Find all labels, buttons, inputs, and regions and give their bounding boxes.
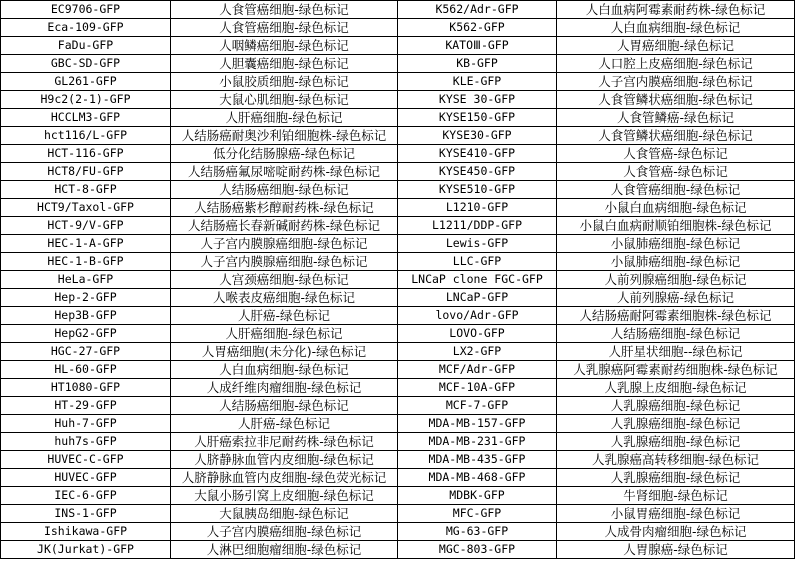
right-cell-line-description: 人肝星状细胞--绿色标记 (557, 343, 795, 361)
left-cell-line-description: 人肝癌-绿色标记 (171, 415, 398, 433)
table-row (1, 73, 795, 91)
table-row (1, 433, 795, 451)
left-cell-line-description: 大鼠小肠引窝上皮细胞-绿色标记 (171, 487, 398, 505)
left-cell-line-description: 人食管癌细胞-绿色标记 (171, 1, 398, 19)
left-cell-line-code: HeLa-GFP (1, 271, 171, 289)
right-cell-line-description: 人食管鳞状癌细胞-绿色标记 (557, 91, 795, 109)
right-cell-line-description: 人乳腺癌细胞-绿色标记 (557, 397, 795, 415)
right-cell-line-description: 人乳腺癌细胞-绿色标记 (557, 469, 795, 487)
right-cell-line-description: 人前列腺癌-绿色标记 (557, 289, 795, 307)
right-cell-line-description: 人食管鳞癌-绿色标记 (557, 109, 795, 127)
right-cell-line-description: 人前列腺癌细胞-绿色标记 (557, 271, 795, 289)
right-cell-line-code: K562/Adr-GFP (398, 1, 557, 19)
left-cell-line-description: 人肝癌索拉非尼耐药株-绿色标记 (171, 433, 398, 451)
right-cell-line-description: 人白血病阿霉素耐药株-绿色标记 (557, 1, 795, 19)
left-cell-line-code: HCT-9/V-GFP (1, 217, 171, 235)
right-cell-line-description: 人食管癌-绿色标记 (557, 145, 795, 163)
table-row (1, 109, 795, 127)
left-cell-line-description: 大鼠胰岛细胞-绿色标记 (171, 505, 398, 523)
left-cell-line-code: HEC-1-A-GFP (1, 235, 171, 253)
right-cell-line-code: MGC-803-GFP (398, 541, 557, 559)
left-cell-line-description: 人食管癌细胞-绿色标记 (171, 19, 398, 37)
table-row (1, 505, 795, 523)
table-row (1, 307, 795, 325)
table-row (1, 343, 795, 361)
right-cell-line-code: KLE-GFP (398, 73, 557, 91)
table-row (1, 55, 795, 73)
table-row (1, 127, 795, 145)
table-row (1, 271, 795, 289)
right-cell-line-description: 小鼠肺癌细胞-绿色标记 (557, 253, 795, 271)
right-cell-line-code: MDBK-GFP (398, 487, 557, 505)
right-cell-line-description: 人口腔上皮癌细胞-绿色标记 (557, 55, 795, 73)
table-row (1, 19, 795, 37)
right-cell-line-code: LNCaP-GFP (398, 289, 557, 307)
table-row (1, 325, 795, 343)
table-row (1, 415, 795, 433)
left-cell-line-description: 人子宫内膜腺癌细胞-绿色标记 (171, 253, 398, 271)
right-cell-line-description: 人胃腺癌-绿色标记 (557, 541, 795, 559)
left-cell-line-code: HL-60-GFP (1, 361, 171, 379)
left-cell-line-code: HCT-8-GFP (1, 181, 171, 199)
right-cell-line-description: 人乳腺上皮细胞-绿色标记 (557, 379, 795, 397)
right-cell-line-code: MCF-7-GFP (398, 397, 557, 415)
table-row (1, 91, 795, 109)
left-cell-line-code: HCT8/FU-GFP (1, 163, 171, 181)
right-cell-line-code: KYSE510-GFP (398, 181, 557, 199)
left-cell-line-description: 人子宫内膜腺癌细胞-绿色标记 (171, 235, 398, 253)
right-cell-line-description: 人结肠癌细胞-绿色标记 (557, 325, 795, 343)
right-cell-line-description: 人乳腺癌阿霉素耐药细胞株-绿色标记 (557, 361, 795, 379)
right-cell-line-code: MFC-GFP (398, 505, 557, 523)
left-cell-line-description: 人喉表皮癌细胞-绿色标记 (171, 289, 398, 307)
left-cell-line-description: 人白血病细胞-绿色标记 (171, 361, 398, 379)
right-cell-line-description: 人食管癌-绿色标记 (557, 163, 795, 181)
right-cell-line-description: 人结肠癌耐阿霉素细胞株-绿色标记 (557, 307, 795, 325)
right-cell-line-code: LLC-GFP (398, 253, 557, 271)
left-cell-line-description: 大鼠心肌细胞-绿色标记 (171, 91, 398, 109)
right-cell-line-code: MDA-MB-157-GFP (398, 415, 557, 433)
right-cell-line-code: MCF/Adr-GFP (398, 361, 557, 379)
right-cell-line-code: lovo/Adr-GFP (398, 307, 557, 325)
left-cell-line-code: Ishikawa-GFP (1, 523, 171, 541)
table-row (1, 253, 795, 271)
left-cell-line-code: GBC-SD-GFP (1, 55, 171, 73)
left-cell-line-description: 人结肠癌氟尿嘧啶耐药株-绿色标记 (171, 163, 398, 181)
right-cell-line-description: 小鼠白血病细胞-绿色标记 (557, 199, 795, 217)
table-row (1, 235, 795, 253)
left-cell-line-code: hct116/L-GFP (1, 127, 171, 145)
right-cell-line-code: MDA-MB-435-GFP (398, 451, 557, 469)
table-row (1, 361, 795, 379)
right-cell-line-code: K562-GFP (398, 19, 557, 37)
left-cell-line-code: FaDu-GFP (1, 37, 171, 55)
left-cell-line-description: 人淋巴细胞瘤细胞-绿色标记 (171, 541, 398, 559)
right-cell-line-description: 人胃癌细胞-绿色标记 (557, 37, 795, 55)
table-row (1, 487, 795, 505)
left-cell-line-description: 小鼠胶质细胞-绿色标记 (171, 73, 398, 91)
left-cell-line-description: 人肝癌细胞-绿色标记 (171, 109, 398, 127)
left-cell-line-description: 低分化结肠腺癌-绿色标记 (171, 145, 398, 163)
right-cell-line-code: KYSE150-GFP (398, 109, 557, 127)
left-cell-line-code: INS-1-GFP (1, 505, 171, 523)
left-cell-line-code: huh7s-GFP (1, 433, 171, 451)
left-cell-line-description: 人宫颈癌细胞-绿色标记 (171, 271, 398, 289)
left-cell-line-code: Hep-2-GFP (1, 289, 171, 307)
left-cell-line-description: 人结肠癌细胞-绿色标记 (171, 397, 398, 415)
right-cell-line-description: 小鼠白血病耐顺铂细胞株-绿色标记 (557, 217, 795, 235)
left-cell-line-code: HCCLM3-GFP (1, 109, 171, 127)
right-cell-line-code: KYSE410-GFP (398, 145, 557, 163)
right-cell-line-code: LNCaP clone FGC-GFP (398, 271, 557, 289)
right-cell-line-code: KYSE30-GFP (398, 127, 557, 145)
left-cell-line-description: 人子宫内膜癌细胞-绿色标记 (171, 523, 398, 541)
left-cell-line-description: 人脐静脉血管内皮细胞-绿色标记 (171, 451, 398, 469)
right-cell-line-description: 人子宫内膜癌细胞-绿色标记 (557, 73, 795, 91)
table-row (1, 289, 795, 307)
left-cell-line-code: H9c2(2-1)-GFP (1, 91, 171, 109)
left-cell-line-code: EC9706-GFP (1, 1, 171, 19)
right-cell-line-description: 小鼠肺癌细胞-绿色标记 (557, 235, 795, 253)
right-cell-line-code: MDA-MB-231-GFP (398, 433, 557, 451)
right-cell-line-code: LOVO-GFP (398, 325, 557, 343)
table-row (1, 37, 795, 55)
right-cell-line-description: 人乳腺癌高转移细胞-绿色标记 (557, 451, 795, 469)
left-cell-line-description: 人成纤维肉瘤细胞-绿色标记 (171, 379, 398, 397)
left-cell-line-description: 人胆囊癌细胞-绿色标记 (171, 55, 398, 73)
table-row (1, 1, 795, 19)
left-cell-line-code: GL261-GFP (1, 73, 171, 91)
table-row (1, 523, 795, 541)
left-cell-line-code: HUVEC-C-GFP (1, 451, 171, 469)
right-cell-line-description: 人乳腺癌细胞-绿色标记 (557, 433, 795, 451)
right-cell-line-code: MCF-10A-GFP (398, 379, 557, 397)
right-cell-line-description: 人乳腺癌细胞-绿色标记 (557, 415, 795, 433)
right-cell-line-code: MG-63-GFP (398, 523, 557, 541)
table-row (1, 181, 795, 199)
left-cell-line-code: HCT-116-GFP (1, 145, 171, 163)
right-cell-line-description: 人食管癌细胞-绿色标记 (557, 181, 795, 199)
left-cell-line-code: HepG2-GFP (1, 325, 171, 343)
left-cell-line-description: 人结肠癌耐奥沙利铂细胞株-绿色标记 (171, 127, 398, 145)
left-cell-line-description: 人咽鳞癌细胞-绿色标记 (171, 37, 398, 55)
left-cell-line-code: HGC-27-GFP (1, 343, 171, 361)
right-cell-line-description: 小鼠胃癌细胞-绿色标记 (557, 505, 795, 523)
left-cell-line-description: 人结肠癌紫杉醇耐药株-绿色标记 (171, 199, 398, 217)
table-body (1, 1, 795, 559)
right-cell-line-code: KYSE 30-GFP (398, 91, 557, 109)
left-cell-line-description: 人结肠癌细胞-绿色标记 (171, 181, 398, 199)
left-cell-line-description: 人脐静脉血管内皮细胞-绿色荧光标记 (171, 469, 398, 487)
left-cell-line-description: 人结肠癌长春新碱耐药株-绿色标记 (171, 217, 398, 235)
left-cell-line-code: Hep3B-GFP (1, 307, 171, 325)
right-cell-line-description: 人成骨肉瘤细胞-绿色标记 (557, 523, 795, 541)
right-cell-line-description: 人食管鳞状癌细胞-绿色标记 (557, 127, 795, 145)
left-cell-line-description: 人肝癌-绿色标记 (171, 307, 398, 325)
table-row (1, 541, 795, 559)
right-cell-line-code: MDA-MB-468-GFP (398, 469, 557, 487)
left-cell-line-code: JK(Jurkat)-GFP (1, 541, 171, 559)
table-row (1, 217, 795, 235)
left-cell-line-description: 人胃癌细胞(未分化)-绿色标记 (171, 343, 398, 361)
right-cell-line-description: 牛肾细胞-绿色标记 (557, 487, 795, 505)
table-row (1, 469, 795, 487)
right-cell-line-code: KATOⅢ-GFP (398, 37, 557, 55)
table-row (1, 199, 795, 217)
right-cell-line-description: 人白血病细胞-绿色标记 (557, 19, 795, 37)
right-cell-line-code: KB-GFP (398, 55, 557, 73)
left-cell-line-code: HT-29-GFP (1, 397, 171, 415)
left-cell-line-code: HUVEC-GFP (1, 469, 171, 487)
left-cell-line-description: 人肝癌细胞-绿色标记 (171, 325, 398, 343)
left-cell-line-code: HCT9/Taxol-GFP (1, 199, 171, 217)
left-cell-line-code: Eca-109-GFP (1, 19, 171, 37)
right-cell-line-code: KYSE450-GFP (398, 163, 557, 181)
right-cell-line-code: LX2-GFP (398, 343, 557, 361)
left-cell-line-code: IEC-6-GFP (1, 487, 171, 505)
table-row (1, 145, 795, 163)
left-cell-line-code: Huh-7-GFP (1, 415, 171, 433)
table-row (1, 451, 795, 469)
right-cell-line-code: L1211/DDP-GFP (398, 217, 557, 235)
right-cell-line-code: Lewis-GFP (398, 235, 557, 253)
right-cell-line-code: L1210-GFP (398, 199, 557, 217)
left-cell-line-code: HEC-1-B-GFP (1, 253, 171, 271)
table-row (1, 379, 795, 397)
left-cell-line-code: HT1080-GFP (1, 379, 171, 397)
table-row (1, 163, 795, 181)
table-row (1, 397, 795, 415)
